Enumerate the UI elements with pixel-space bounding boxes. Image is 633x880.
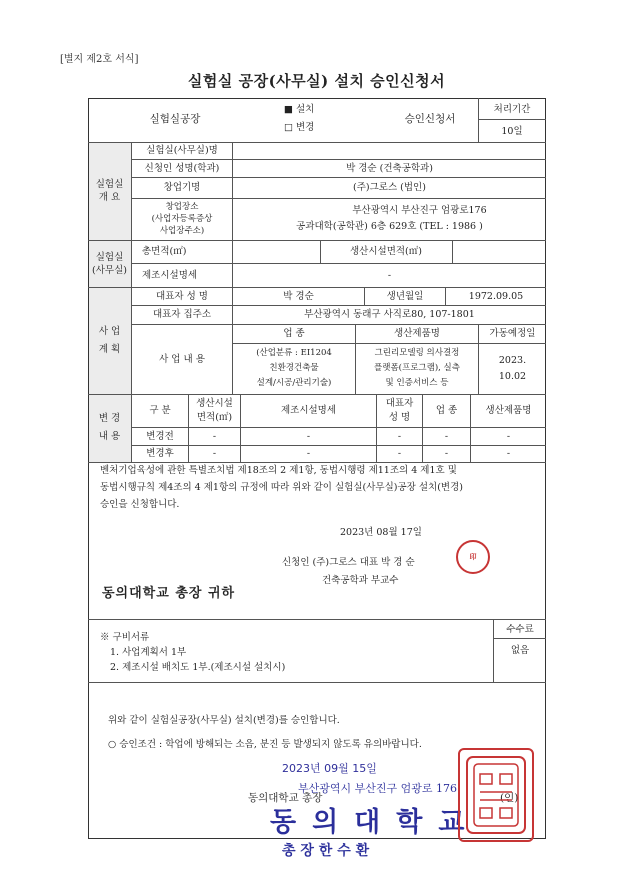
business-content-label: 사 업 내 용 (159, 353, 205, 365)
document-kind: 승인신청서 (404, 112, 456, 125)
total-area-value (233, 240, 320, 263)
addressee: 동의대학교 총장 귀하 (102, 586, 236, 601)
form-number-label: [별지 제2호 서식] (60, 54, 139, 65)
president-name-stamp: 총 장 한 수 환 (282, 843, 370, 859)
lab-space-group-label: 실험실 (사무실) (92, 251, 127, 276)
document-title: 실험실 공장(사무실) 설치 승인신청서 (187, 72, 446, 90)
seal-pattern-icon (464, 754, 528, 836)
university-name-stamp: 동의대학교 (270, 807, 481, 838)
birthdate-value: 1972.09.05 (468, 290, 524, 302)
approval-condition: ○ 승인조건 : 학업에 방해되는 소음, 분진 등 발생되지 않도록 유의바랍니다. (108, 739, 422, 750)
change-area-header: 생산시설 면적(㎡) (196, 397, 233, 423)
change-before-cell: - (397, 430, 402, 442)
processing-period-label: 처리기간 (493, 103, 531, 115)
change-industry-header: 업 종 (435, 405, 458, 416)
change-after-cell: - (506, 448, 511, 459)
applicant-signature-line: 신청인 (주)그로스 대표 박 경 순 (282, 557, 415, 568)
attachments-list: ※ 구비서류 1. 사업계획서 1부 2. 제조시설 배치도 1부.(제조시설 설치시) (100, 632, 286, 673)
product-value: 그린리모델링 의사결정 플랫폼(프로그램), 실측 및 인증서비스 등 (374, 348, 460, 388)
applicant-label: 신청인 성명(학과) (144, 162, 220, 174)
change-group-label: 변 경 내 용 (98, 413, 121, 442)
fee-label: 수수료 (506, 623, 534, 635)
representative-address-label: 대표자 집주소 (152, 309, 212, 320)
president-title: 동의대학교 총장 (248, 792, 323, 804)
change-after-cell: - (306, 448, 311, 459)
change-after-cell: - (397, 448, 402, 459)
application-date: 2023년 08월 17일 (340, 527, 422, 538)
change-before-cell: - (306, 430, 311, 442)
industry-value: (산업분류 : EI1204 친환경건축물 설계/시공/관리기술) (256, 348, 332, 388)
university-address-stamp: 부산광역시 부산진구 엄광로 176 (298, 782, 457, 795)
applicant-title: 건축공학과 부교수 (322, 575, 399, 586)
company-label: 창업기명 (163, 182, 201, 193)
approval-text: 위와 같이 실험실공장(사무실) 설치(변경)를 승인합니다. (108, 715, 340, 726)
install-option[interactable]: ■ 설치 (284, 103, 315, 115)
lab-overview-group-label: 실험실 개 요 (95, 179, 124, 203)
start-date-column-header: 가동예정일 (489, 328, 536, 339)
business-plan-group-label: 사 업 계 획 (98, 325, 121, 355)
industry-column-header: 업 종 (283, 328, 305, 339)
university-official-seal (458, 748, 534, 842)
applicant-seal-stamp: 印 (456, 540, 490, 574)
business-place-label: 창업장소 (사업자등록증상 사업장주소) (151, 202, 213, 236)
applicant-value: 박 경순 (건축공학과) (346, 162, 433, 174)
declaration-text: 벤처기업육성에 관한 특별조치법 제18조의 2 제1항, 동법시행령 제11조의 4 제1호 및 동법시행규칙 제4조의 4 제1항의 규정에 따라 위와 같이 실험실(사무실)공장 설치(변경) 승인을 신청합니다. (100, 465, 463, 510)
change-option[interactable]: □ 변경 (284, 121, 315, 133)
approval-date-handwritten: 2023년 09월 15일 (282, 762, 377, 775)
representative-address-value: 부산광역시 동래구 사직로80, 107-1801 (304, 309, 475, 320)
form-type-label: 실험실공장 (149, 112, 201, 125)
seal-mark: (인) (500, 792, 519, 804)
product-column-header: 생산제품명 (394, 328, 440, 339)
representative-name-value: 박 경순 (283, 290, 314, 302)
facility-spec-label: 제조시설명세 (142, 269, 198, 281)
change-before-cell: - (212, 430, 217, 442)
lab-name-value (233, 142, 546, 159)
company-value: (주)그로스 (법인) (353, 182, 426, 193)
change-product-header: 생산제품명 (485, 405, 532, 416)
change-after-label: 변경후 (146, 448, 174, 459)
change-after-cell: - (444, 448, 449, 459)
production-area-value (452, 240, 546, 263)
processing-period-value: 10일 (501, 125, 523, 137)
business-place-value: 부산광역시 부산진구 엄광로176 공과대학(공학관) 6층 629호 (TEL : 1986 ) (296, 205, 487, 232)
fee-value: 없음 (510, 644, 530, 656)
birthdate-label: 생년월일 (386, 290, 424, 302)
start-date-value: 2023. 10.02 (498, 354, 527, 382)
change-before-cell: - (506, 430, 511, 442)
change-kind-header: 구 분 (149, 405, 171, 416)
production-area-label: 생산시설면적(㎡) (350, 246, 422, 257)
change-representative-header: 대표자 성 명 (385, 397, 414, 423)
change-before-label: 변경전 (146, 430, 174, 442)
lab-name-label: 실험실(사무실)명 (146, 145, 218, 156)
representative-name-label: 대표자 성 명 (156, 290, 208, 302)
facility-spec-value: - (387, 269, 392, 281)
change-facility-header: 제조시설명세 (280, 405, 337, 416)
total-area-label: 총면적(㎡) (142, 246, 187, 257)
change-after-cell: - (212, 448, 217, 459)
change-before-cell: - (444, 430, 449, 442)
